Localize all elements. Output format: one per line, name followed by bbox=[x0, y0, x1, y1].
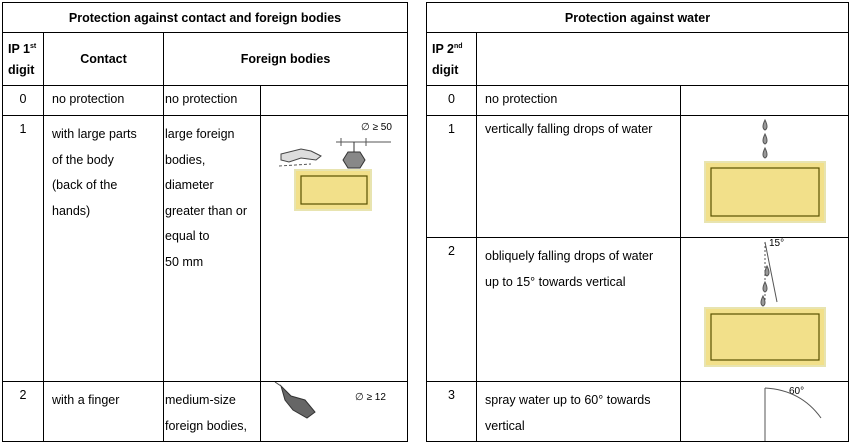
left-table-title: Protection against contact and foreign bodies bbox=[3, 3, 408, 33]
table-row bbox=[3, 86, 408, 116]
table-row bbox=[427, 238, 849, 382]
water-protection-table bbox=[426, 2, 849, 442]
water-desc: spray water up to 60° towards vertical bbox=[477, 382, 681, 442]
foreign-bodies-header: Foreign bodies bbox=[164, 33, 408, 86]
foreign-text: no protection bbox=[164, 86, 261, 116]
ip-value: 1 bbox=[427, 116, 477, 238]
ip-second-digit-header: IP 2nd digit bbox=[427, 33, 477, 86]
contact-header: Contact bbox=[44, 33, 164, 86]
table-row bbox=[427, 116, 849, 238]
diameter-label: ∅ ≥ 50 bbox=[361, 122, 392, 133]
hand-ball-illustration bbox=[261, 116, 408, 382]
oblique-drops-illustration bbox=[681, 238, 849, 382]
spray-water-illustration bbox=[681, 382, 849, 442]
foreign-text: medium-size foreign bodies, bbox=[164, 382, 261, 442]
diameter-label: ∅ ≥ 12 bbox=[355, 392, 386, 403]
water-desc: obliquely falling drops of water up to 15° towards vertical bbox=[477, 238, 681, 382]
ip-value: 2 bbox=[3, 382, 44, 442]
table-row bbox=[427, 382, 849, 442]
contact-text: no protection bbox=[44, 86, 164, 116]
ip-value: 0 bbox=[3, 86, 44, 116]
ip-value: 2 bbox=[427, 238, 477, 382]
ip-value: 0 bbox=[427, 86, 477, 116]
right-table-title: Protection against water bbox=[427, 3, 849, 33]
illustration-empty bbox=[681, 86, 849, 116]
water-desc: vertically falling drops of water bbox=[477, 116, 681, 238]
ip-value: 1 bbox=[3, 116, 44, 382]
table-row bbox=[3, 116, 408, 382]
contact-foreign-bodies-table bbox=[2, 2, 408, 442]
contact-text: with large parts of the body (back of the hands) bbox=[44, 116, 164, 382]
angle-label: 60° bbox=[789, 386, 805, 397]
foreign-text: large foreign bodies, diameter greater than or equal to 50 mm bbox=[164, 116, 261, 382]
angle-label: 15° bbox=[769, 238, 785, 249]
water-desc: no protection bbox=[477, 86, 681, 116]
table-row bbox=[427, 86, 849, 116]
illustration-empty bbox=[261, 86, 408, 116]
header-blank bbox=[477, 33, 849, 86]
contact-text: with a finger bbox=[44, 382, 164, 442]
ip-value: 3 bbox=[427, 382, 477, 442]
finger-illustration bbox=[261, 382, 408, 442]
ip-first-digit-header: IP 1st digit bbox=[3, 33, 44, 86]
vertical-drops-illustration bbox=[681, 116, 849, 238]
table-row bbox=[3, 382, 408, 442]
